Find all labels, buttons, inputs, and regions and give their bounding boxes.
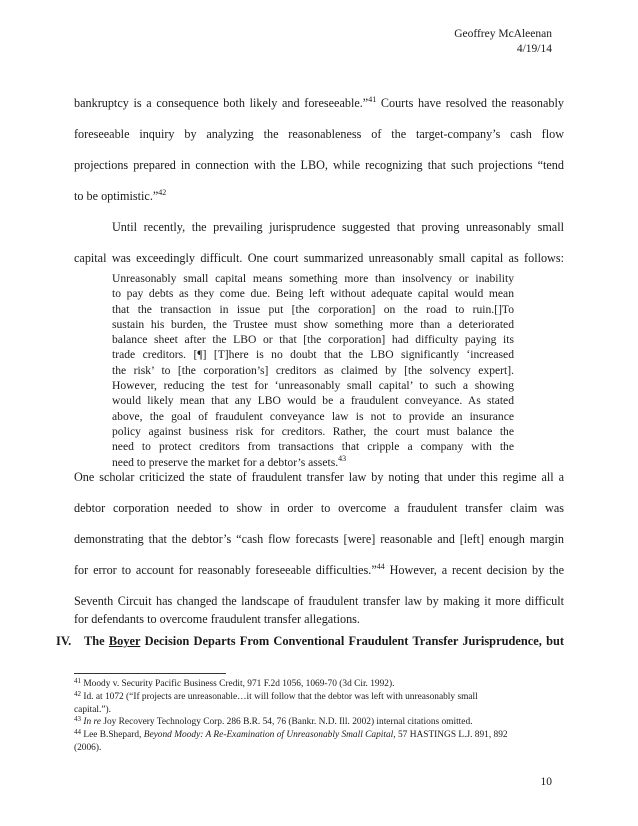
paragraph-3-line-5: Seventh Circuit has changed the landscape of fraudulent transfer law by making it more difficult (74, 594, 564, 608)
footnote-text: Moody v. Security Pacific Business Credit, 971 F.2d 1056, 1069-70 (3d Cir. 1992). (81, 679, 395, 689)
paragraph-1-line-1 (74, 96, 564, 111)
footnote-ref-42: 42 (158, 188, 167, 197)
quote-line-last (112, 455, 514, 470)
paragraph-3-line-2: debtor corporation needed to show in order to overcome a fraudulent transfer claim was (74, 501, 564, 515)
quote-line: need to protect creditors from transactions that cripple a company with the (112, 440, 514, 454)
footnote-number: 43 (74, 715, 81, 723)
footnote-number: 44 (74, 728, 81, 736)
paragraph-3-line-1: One scholar criticized the state of fraudulent transfer law by noting that under this regime all a (74, 470, 564, 484)
quote-line: trade creditors. [¶] [T]here is no doubt that the LBO significantly ‘increased (112, 348, 514, 362)
text-run: However, a recent decision by the (384, 563, 564, 577)
quote-line: would likely mean that any LBO would be a fraudulent conveyance. As stated (112, 394, 514, 408)
quote-line: Unreasonably small capital means something more than insolvency or inability (112, 272, 514, 285)
quote-line: sustain his burden, the Trustee must show something more than a deteriorated (112, 317, 514, 331)
footnote-text: Lee B.Shepard, (81, 730, 144, 740)
paragraph-1-line-3: projections prepared in connection with the LBO, while recognizing that such projections “tend (74, 158, 564, 172)
paragraph-3-line-4 (74, 563, 564, 578)
paragraph-1-line-2: foreseeable inquiry by analyzing the reasonableness of the target-company’s cash flow (74, 127, 564, 141)
footnote-text: (2006). (74, 742, 102, 753)
paragraph-2-line-2: capital was exceedingly difficult. One court summarized unreasonably small capital as follows: (74, 251, 564, 265)
footnote-42 (74, 691, 564, 716)
heading-text: The Boyer Decision Departs From Conventional Fraudulent Transfer Jurisprudence, but (84, 634, 564, 648)
footnote-italic: In re (83, 717, 101, 727)
footnote-43 (74, 716, 564, 729)
page-number: 10 (540, 776, 552, 788)
quote-line: the risk’ to [the corporation’s] creditors as claimed by [the solvency expert]. (112, 363, 514, 377)
section-heading (56, 634, 564, 649)
text-run: Courts have resolved the reasonably (376, 96, 564, 110)
paragraph-3-line-3: demonstrating that the debtor’s “cash flow forecasts [were] reasonable and [left] enough margin (74, 532, 564, 546)
footnote-text: Id. at 1072 (“If projects are unreasonable…it will follow that the debtor was left with unreasonably small (81, 692, 478, 702)
header-date: 4/19/14 (516, 43, 552, 55)
paragraph-2-line-1: Until recently, the prevailing jurisprudence suggested that proving unreasonably small (112, 220, 564, 234)
footnote-number: 42 (74, 690, 81, 698)
footnote-ref-44: 44 (376, 562, 385, 571)
footnote-44 (74, 729, 564, 754)
quote-line: that the transaction in issue put [the corporation] on the road to ruin.[]To (112, 302, 514, 316)
text-run: for error to account for reasonably foreseeable difficulties.” (74, 563, 377, 577)
footnote-ref-43: 43 (338, 454, 347, 463)
footnote-text: capital.”). (74, 704, 111, 715)
paragraph-3-line-6: for defendants to overcome fraudulent transfer allegations. (74, 612, 360, 626)
footnote-number: 41 (74, 677, 81, 685)
text-run: Decision Departs From Conventional Fraudulent Transfer Jurisprudence, but (140, 634, 564, 648)
paragraph-1-line-4 (74, 189, 564, 204)
text-run: bankruptcy is a consequence both likely and foreseeable.” (74, 96, 369, 110)
footnote-italic: Beyond Moody: A Re-Examination of Unreasonably Small Capital (143, 730, 394, 740)
quote-line: above, the goal of fraudulent conveyance law is not to provide an insurance (112, 409, 514, 423)
quote-line: policy against business risk for creditors. Rather, the court must balance the (112, 424, 514, 438)
page-header (454, 27, 552, 57)
text-run: need to preserve the market for a debtor’s assets. (112, 455, 339, 469)
header-author: Geoffrey McAleenan (454, 28, 552, 40)
footnote-text: , 57 HASTINGS L.J. 891, 892 (393, 730, 508, 740)
block-quote (112, 271, 514, 470)
case-name: Boyer (108, 634, 141, 648)
heading-number: IV. (56, 634, 72, 648)
footnote-separator (74, 673, 226, 674)
footnote-text: Joy Recovery Technology Corp. 286 B.R. 54, 76 (Bankr. N.D. Ill. 2002) internal citations omitted. (100, 717, 473, 727)
quote-line: However, reducing the test for ‘unreasonably small capital’ to such a showing (112, 379, 514, 393)
quote-line: to pay debts as they come due. Being left without adequate capital would mean (112, 287, 514, 301)
quote-line: balance sheet after the LBO or that [the corporation] had difficulty paying its (112, 333, 514, 347)
footnote-41 (74, 678, 564, 691)
footnote-ref-41: 41 (368, 95, 377, 104)
text-run: to be optimistic.” (74, 189, 159, 203)
